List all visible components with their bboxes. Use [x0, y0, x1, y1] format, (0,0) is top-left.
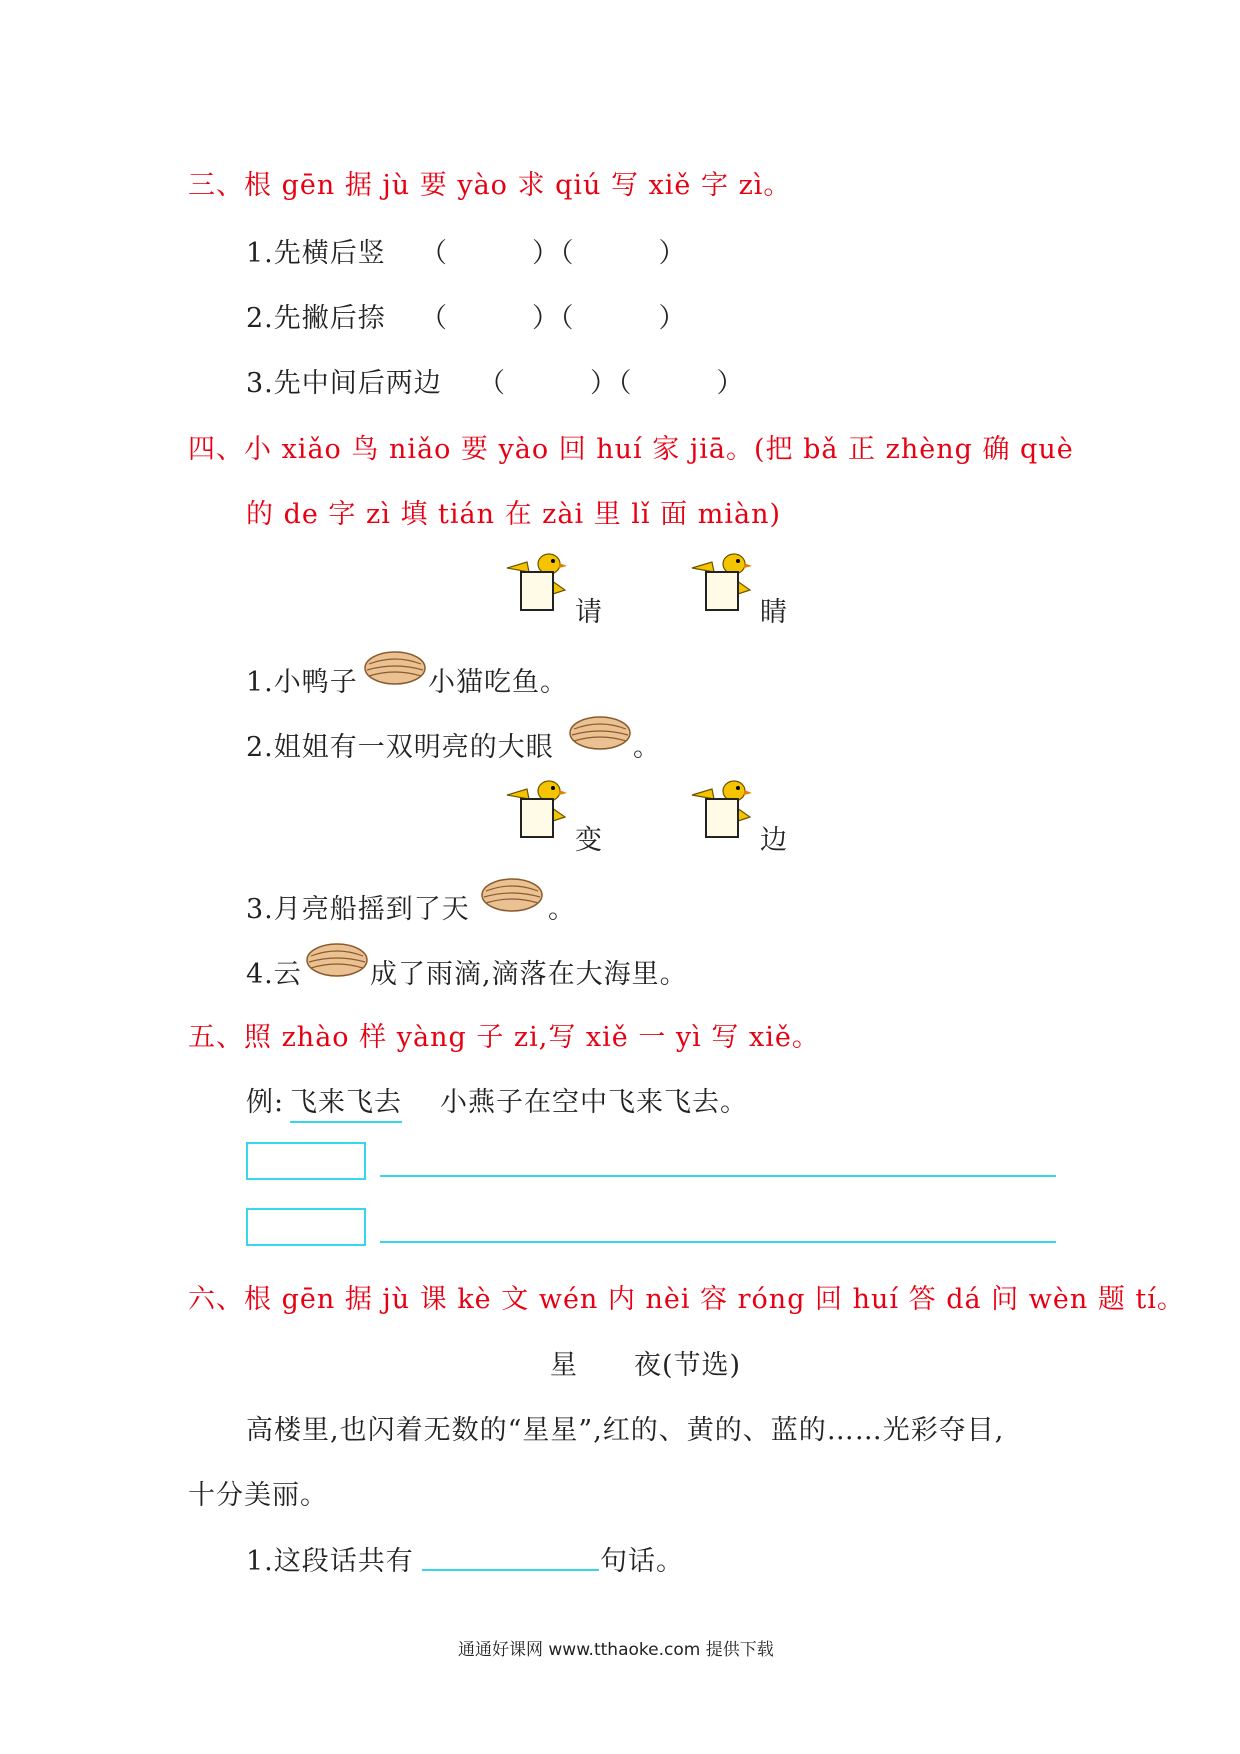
section-3-item-1-blanks[interactable]: （ ）（ ） [420, 238, 687, 269]
sentence-answer-line-2[interactable] [380, 1241, 1056, 1243]
section-3-item-3-blanks[interactable]: （ ）（ ） [478, 368, 745, 399]
passage-line-1: 高楼里,也闪着无数的“星星”,红的、黄的、蓝的……光彩夺目, [246, 1415, 1005, 1446]
bird-char-bian-side: 边 [760, 825, 788, 856]
section-3-heading: 三、根 gēn 据 jù 要 yào 求 qiú 写 xiě 字 zì。 [188, 170, 792, 201]
footer-text: 通通好课网 www.tthaoke.com 提供下载 [458, 1640, 774, 1660]
sentence-1-after: 小猫吃鱼。 [428, 667, 568, 698]
bird-box-icon [690, 777, 760, 847]
question-1-answer-line[interactable] [422, 1569, 599, 1571]
example-word: 飞来飞去 [290, 1080, 402, 1123]
nest-icon[interactable] [568, 713, 632, 753]
sentence-answer-line-1[interactable] [380, 1175, 1056, 1177]
section-6-heading: 六、根 gēn 据 jù 课 kè 文 wén 内 nèi 容 róng 回 huí 答 dá 问 wèn 题 tí。 [188, 1284, 1185, 1315]
section-4-heading-line-1: 四、小 xiǎo 鸟 niǎo 要 yào 回 huí 家 jiā。(把 bǎ 正 zhèng 确 què [188, 434, 1074, 465]
section-3-item-3-label: 3.先中间后两边 [246, 368, 442, 399]
word-answer-box-2[interactable] [246, 1208, 366, 1246]
bird-char-qing: 请 [575, 597, 603, 628]
example-sentence: 小燕子在空中飞来飞去。 [440, 1087, 748, 1118]
bird-box-icon [690, 550, 760, 620]
sentence-2-before: 2.姐姐有一双明亮的大眼 [246, 732, 554, 763]
section-3-item-2-blanks[interactable]: （ ）（ ） [420, 303, 687, 334]
nest-icon[interactable] [480, 875, 544, 915]
sentence-3-after: 。 [548, 894, 576, 925]
sentence-4-before: 4.云 [246, 959, 302, 990]
bird-box-icon [505, 550, 575, 620]
section-3-item-1-label: 1.先横后竖 [246, 238, 386, 269]
section-4-heading-line-2: 的 de 字 zì 填 tián 在 zài 里 lǐ 面 miàn) [246, 499, 781, 530]
section-5-heading: 五、照 zhào 样 yàng 子 zi,写 xiě 一 yì 写 xiě。 [188, 1022, 820, 1053]
question-1-before: 1.这段话共有 [246, 1546, 414, 1577]
sentence-3-before: 3.月亮船摇到了天 [246, 894, 470, 925]
sentence-1-before: 1.小鸭子 [246, 667, 358, 698]
passage-line-2: 十分美丽。 [188, 1480, 328, 1511]
bird-char-bian-change: 变 [575, 825, 603, 856]
bird-char-jing: 睛 [760, 597, 788, 628]
sentence-2-after: 。 [633, 732, 661, 763]
passage-title: 星 夜(节选) [550, 1350, 742, 1381]
nest-icon[interactable] [305, 940, 369, 980]
section-3-item-2-label: 2.先撇后捺 [246, 303, 386, 334]
question-1-after: 句话。 [600, 1546, 684, 1577]
bird-box-icon [505, 777, 575, 847]
sentence-4-after: 成了雨滴,滴落在大海里。 [370, 959, 688, 990]
word-answer-box-1[interactable] [246, 1142, 366, 1180]
example-prefix: 例: [246, 1087, 285, 1118]
nest-icon[interactable] [363, 648, 427, 688]
